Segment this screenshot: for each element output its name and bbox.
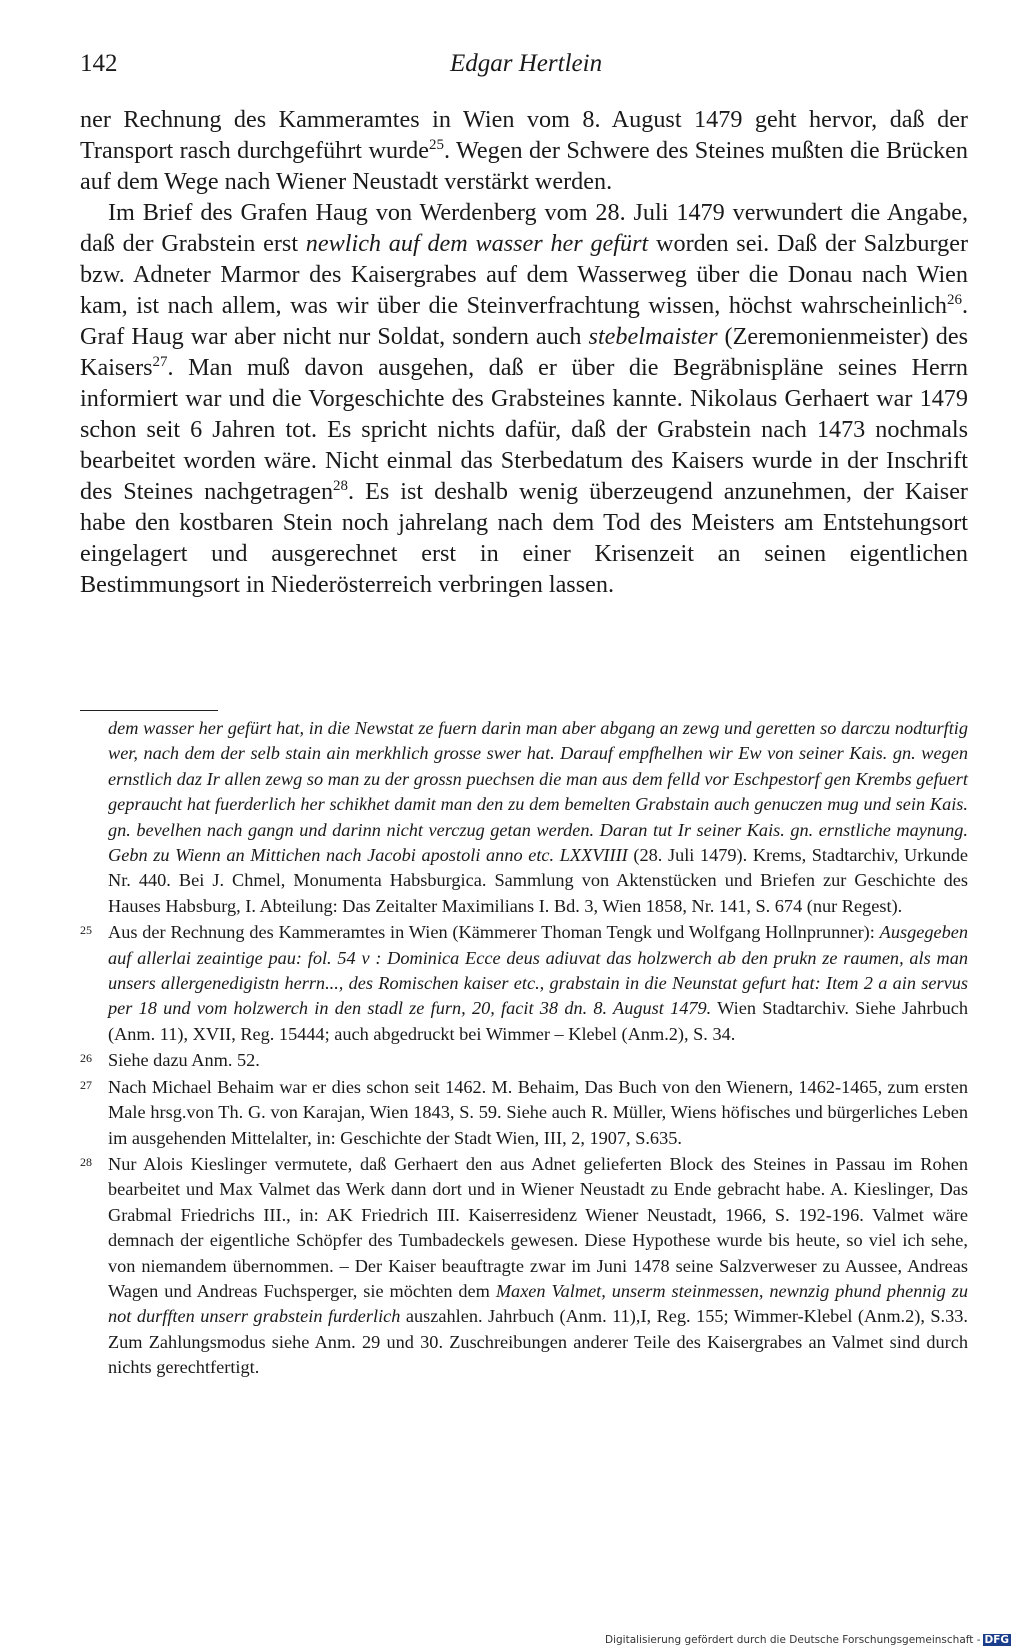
text-run: Siehe dazu Anm. 52. <box>108 1050 260 1071</box>
footnote-number: 26 <box>80 1051 92 1066</box>
footnote-26 <box>80 1048 968 1073</box>
running-title: Edgar Hertlein <box>450 50 603 77</box>
quoted-source: Ausgegeben auf allerlai zeaintige pau: fol. 54 v : Dominica Ecce deus adiuvat das holzwerch ab den prukn ze raumen, als man unsers allergenedigistn herrn..., des Romischen kaiser etc., grabstain in die Neunstat gefurt hat: Item 2 a ain servus per 18 und vom holzwerch in den stadl ze furn, 20, facit 38 dn. 8. August 1479. <box>108 922 968 1019</box>
footnote-ref: 25 <box>428 136 444 153</box>
dfg-logo: DFG <box>984 1634 1010 1646</box>
text-run: (Zeremonienmeister) des Kaisers <box>80 323 968 381</box>
digitization-credit <box>605 1634 1011 1646</box>
text-run: auszahlen. Jahrbuch (Anm. 11),I, Reg. 155; Wimmer-Klebel (Anm.2), S.33. Zum Zahlungsmodus siehe Anm. 29 und 30. Zuschreibungen anderer Teile des Kaisergrabes an Valmet sind durch nichts gerechtfertigt. <box>108 1306 968 1378</box>
quoted-source: Maxen Valmet, unserm steinmessen, newnzig phund phennig zu not durfften unserr grabstein furderlich <box>108 1280 968 1327</box>
footnotes <box>80 716 968 1382</box>
footnote-ref: 27 <box>152 353 168 370</box>
text-run: ner Rechnung des Kammeramtes in Wien vom 8. August 1479 geht hervor, daß der Transport rasch durchgeführt wurde <box>80 106 968 164</box>
text-run: worden sei. Daß der Salzburger bzw. Adneter Marmor des Kaisergrabes auf dem Wasserweg über die Donau nach Wien kam, ist nach allem, was wir über die Steinverfrachtung wissen, höchst wahrscheinlich <box>80 230 969 319</box>
text-run: Nur Alois Kieslinger vermutete, daß Gerhaert den aus Adnet gelieferten Block des Steines in Passau im Rohen bearbeitet und Max Valmet das Werk dann dort und in Wiener Neustadt zu Ende gebracht habe. A. Kieslinger, Das Grabmal Friedrichs III., in: AK Friedrich III. Kaiserresidenz Wiener Neustadt, 1966, S. 192-196. Valmet wäre demnach der eigentliche Schöpfer des Tumbadeckels gewesen. Diese Hypothese wurde bis heute, so viel ich sehe, von niemandem übernommen. – Der Kaiser beauftragte zwar im Juni 1478 seine Salzverweser zu Aussee, Andreas Wagen und Andreas Fuchsperger, sie möchten dem <box>108 1153 968 1301</box>
text-run: Im Brief des Grafen Haug von Werdenberg vom 28. Juli 1479 verwundert die Angabe, daß der Grabstein erst <box>80 199 968 257</box>
text-run: Aus der Rechnung des Kammeramtes in Wien (Kämmerer Thoman Tengk und Wolfgang Hollnprunner): <box>108 922 880 943</box>
footnote-continuation <box>80 716 968 919</box>
page-number: 142 <box>80 50 118 77</box>
body-text <box>80 104 968 600</box>
footnote-number: 27 <box>80 1077 92 1092</box>
footnote-number: 28 <box>80 1154 92 1169</box>
footnote-number: 25 <box>80 923 92 938</box>
text-run: . Wegen der Schwere des Steines mußten die Brücken auf dem Wege nach Wiener Neustadt verstärkt werden. <box>80 137 968 195</box>
footnote-divider <box>80 710 218 711</box>
quoted-phrase: stebelmaister <box>588 323 718 350</box>
text-run: Wien Stadtarchiv. Siehe Jahrbuch (Anm. 11), XVII, Reg. 15444; auch abgedruckt bei Wimmer – Klebel (Anm.2), S. 34. <box>108 998 968 1044</box>
footnote-25 <box>80 920 968 1047</box>
body-paragraph <box>80 197 968 600</box>
text-run: (28. Juli 1479). Krems, Stadtarchiv, Urkunde Nr. 440. Bei J. Chmel, Monumenta Habsburgica. Sammlung von Aktenstücken und Briefen zur Geschichte des Hauses Habsburg, I. Abteilung: Das Zeitalter Maximilians I. Bd. 3, Wien 1858, Nr. 141, S. 674 (nur Regest). <box>108 845 968 916</box>
footnote-ref: 28 <box>333 477 349 494</box>
footnote-28 <box>80 1152 968 1381</box>
text-run: . Man muß davon ausgehen, daß er über die Begräbnispläne seines Herrn informiert war und die Vorgeschichte des Grabsteines kannte. Nikolaus Gerhaert war 1479 schon seit 6 Jahren tot. Es spricht nichts dafür, daß der Grabstein nach 1473 nochmals bearbeitet worden wäre. Nicht einmal das Sterbedatum des Kaisers wurde in der Inschrift des Steines nachgetragen <box>80 354 968 505</box>
quoted-source: dem wasser her gefürt hat, in die Newstat ze fuern darin man aber abgang an zewg und geretten so darczu nodturftig wer, nach dem der selb stain ain merkhlich grosse swer hat. Darauf empfhelhen wir Ew von seiner Kais. gn. wegen ernstlich daz Ir allen zewg so man zu der grossn puechsen die man aus dem felld vor Eschpestorf gen Krembs gefuert gepraucht hat fuerderlich her schikhet damit man den zu dem bemelten Grabstain auch genuczen mug und sein Kais. gn. bevelhen nach gangn und darinn nicht verczug getan werden. Daran tut Ir seiner Kais. gn. ernstliche maynung. Gebn zu Wienn an Mittichen nach Jacobi apostoli anno etc. LXXVIIII <box>108 718 968 866</box>
footnote-27 <box>80 1075 968 1151</box>
quoted-phrase: newlich auf dem wasser her gefürt <box>305 230 649 257</box>
credit-text: Digitalisierung gefördert durch die Deutsche Forschungsgemeinschaft - <box>605 1634 981 1646</box>
text-run: . Graf Haug war aber nicht nur Soldat, sondern auch <box>80 292 968 350</box>
body-paragraph <box>80 104 968 197</box>
footnote-ref: 26 <box>946 291 962 308</box>
text-run: . Es ist deshalb wenig überzeugend anzunehmen, der Kaiser habe den kostbaren Stein noch jahrelang nach dem Tod des Meisters am Entstehungsort eingelagert und ausgerechnet erst in einer Krisenzeit an seinen eigentlichen Bestimmungsort in Niederösterreich verbringen lassen. <box>80 478 968 598</box>
text-run: Nach Michael Behaim war er dies schon seit 1462. M. Behaim, Das Buch von den Wienern, 1462-1465, zum ersten Male hrsg.von Th. G. von Karajan, Wien 1843, S. 59. Siehe auch R. Müller, Wiens höfisches und bürgerliches Leben im ausgehenden Mittelalter, in: Geschichte der Stadt Wien, III, 2, 1907, S.635. <box>108 1076 968 1148</box>
page-header <box>80 50 970 86</box>
